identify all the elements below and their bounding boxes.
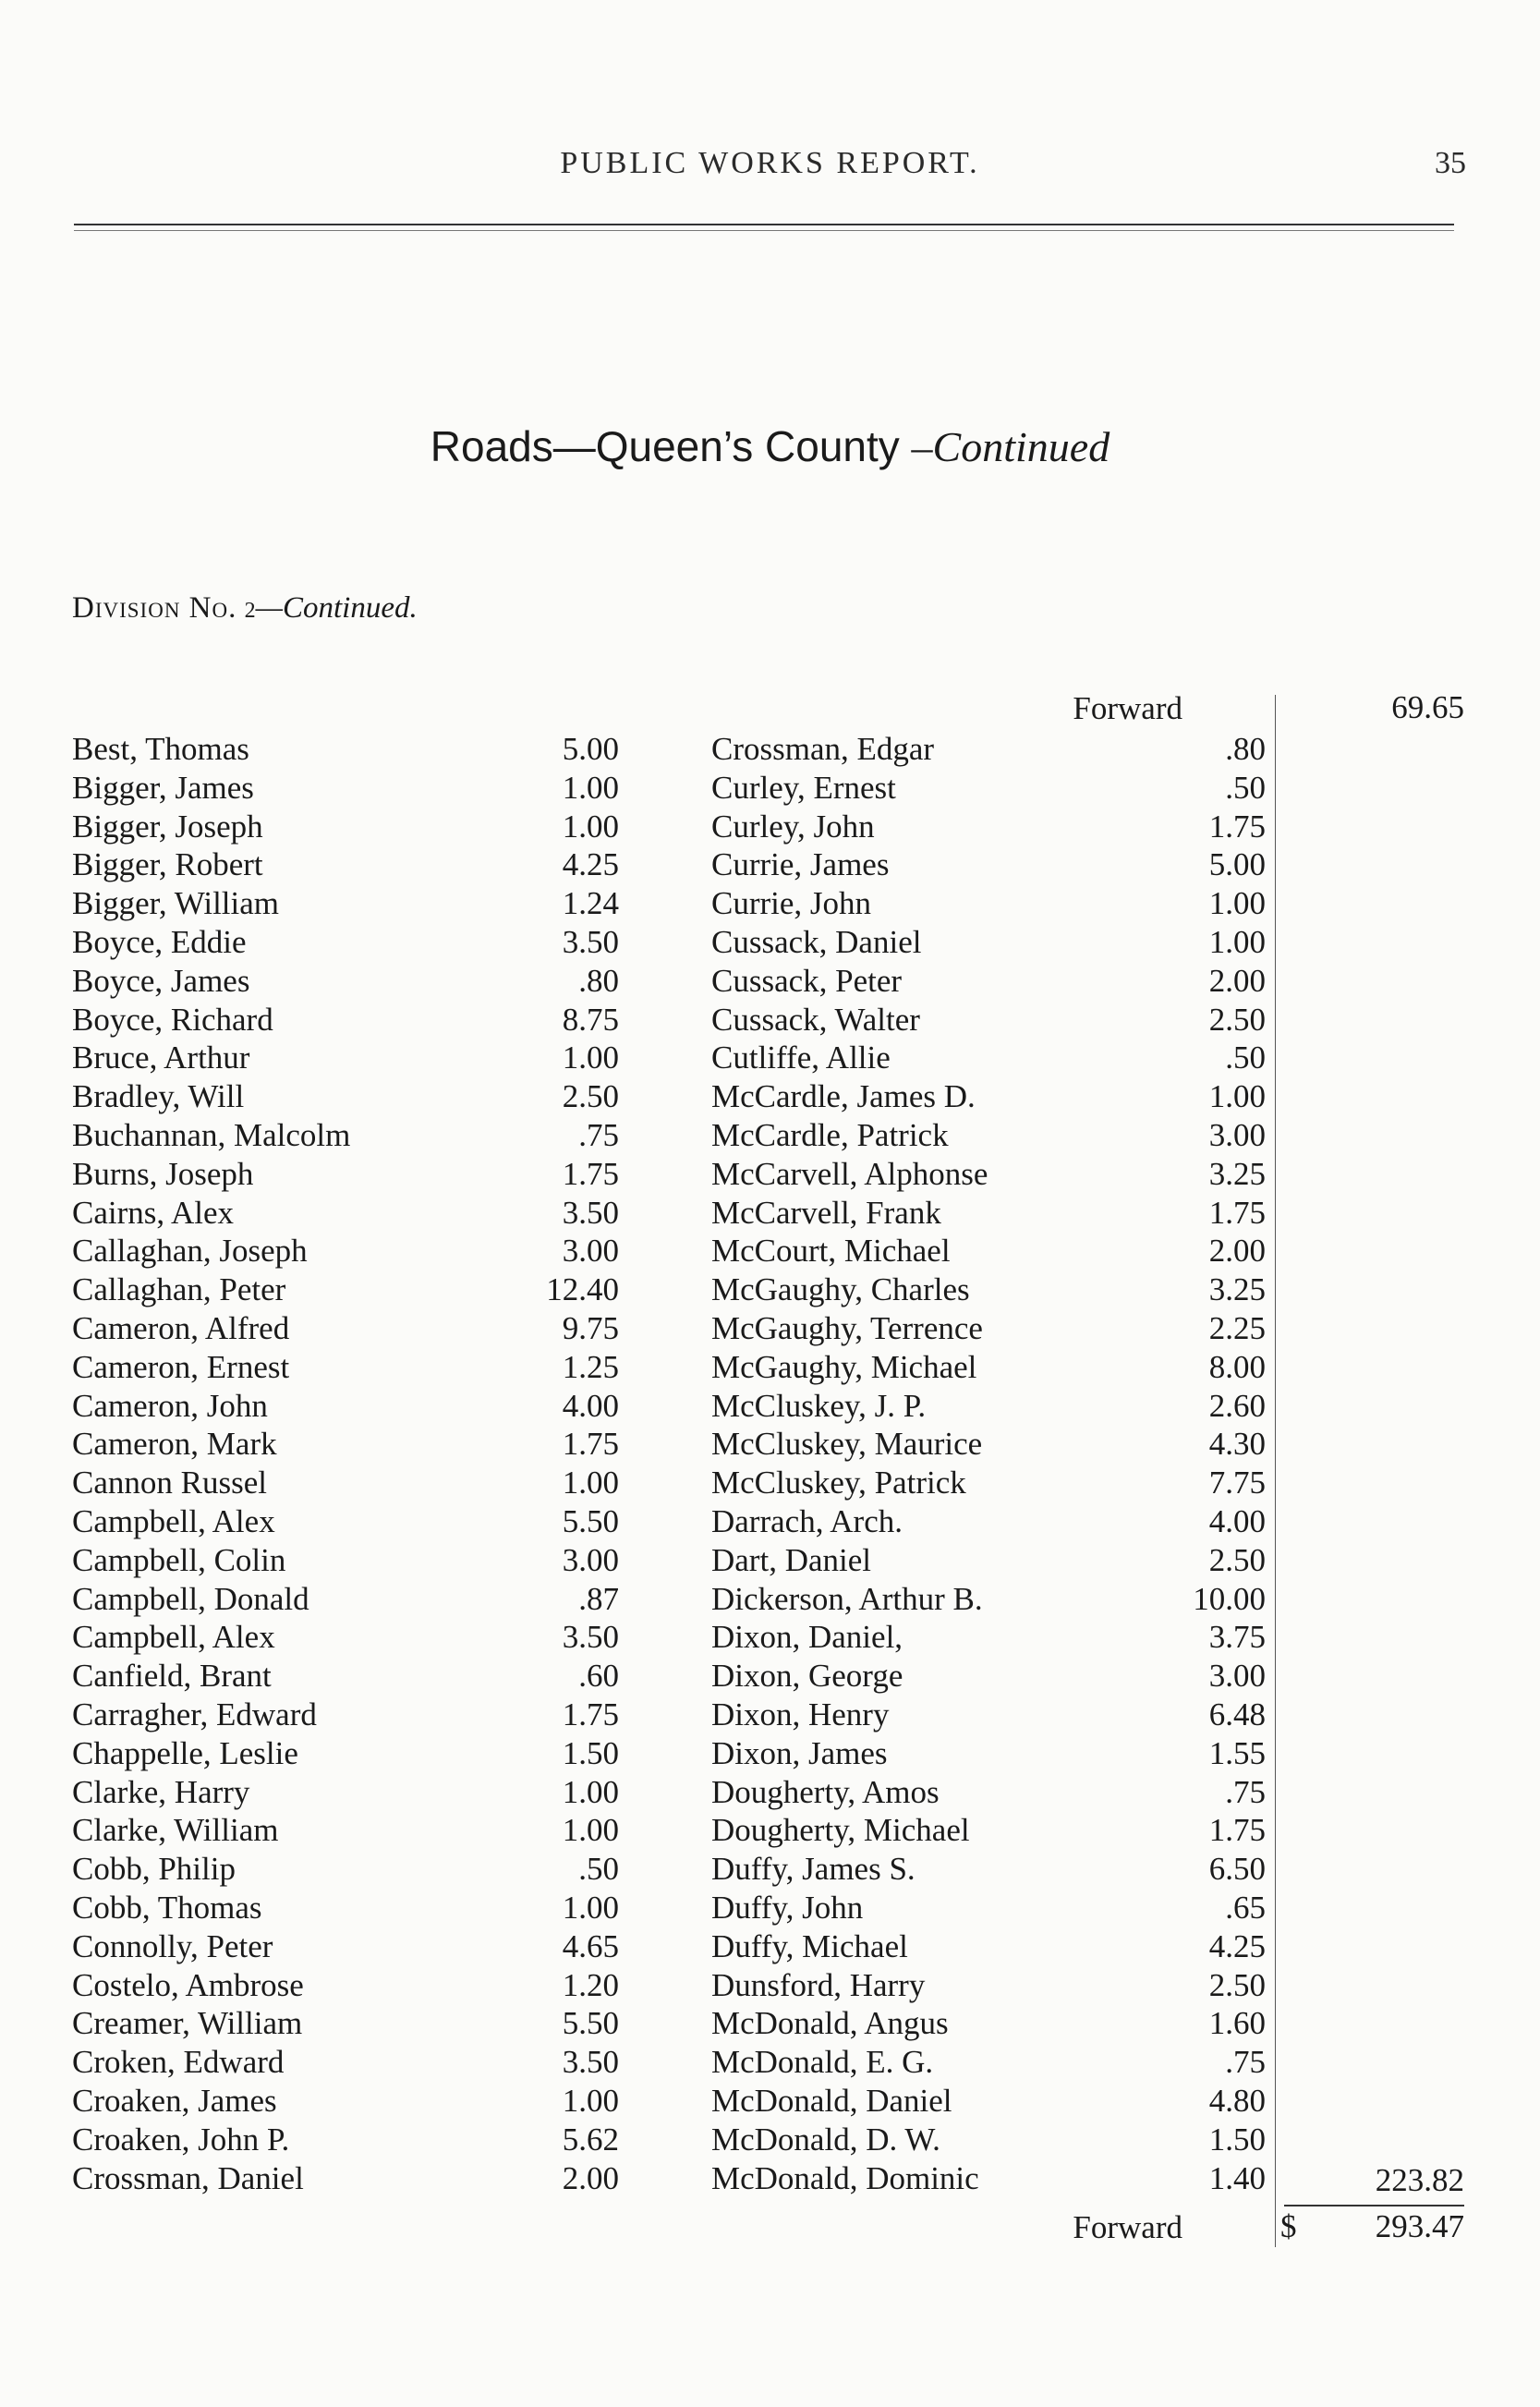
right-entry-amount: 1.50 [1208, 2121, 1266, 2158]
right-entry-name: McCarvell, Frank [711, 1195, 941, 1231]
section-title [0, 421, 1540, 471]
left-entry-name: Bigger, Robert [72, 846, 263, 882]
left-entry-name: Campbell, Alex [72, 1503, 275, 1539]
column-divider [1275, 695, 1276, 2247]
left-entry-name: Clarke, William [72, 1812, 279, 1848]
left-entry-amount: .75 [578, 1117, 619, 1153]
right-entry-name: Dixon, James [711, 1735, 888, 1771]
left-entry-amount: 1.00 [562, 808, 619, 845]
left-entry-amount: .87 [578, 1581, 619, 1617]
left-entry-amount: 5.50 [562, 2005, 619, 2041]
left-entry-name: Cameron, Ernest [72, 1349, 290, 1385]
left-entry-amount: 5.62 [562, 2121, 619, 2158]
left-entry-amount: 1.00 [562, 1465, 619, 1501]
left-entry-name: Callaghan, Joseph [72, 1233, 308, 1269]
left-entry-name: Canfield, Brant [72, 1658, 272, 1694]
right-entry-name: McCardle, Patrick [711, 1117, 949, 1153]
left-entry-name: Cameron, Mark [72, 1426, 277, 1462]
right-entry-amount: 1.00 [1208, 924, 1266, 960]
right-entry-amount: 1.75 [1208, 1195, 1266, 1231]
left-entry-name: Chappelle, Leslie [72, 1735, 298, 1771]
right-entry-name: McCluskey, Maurice [711, 1426, 983, 1462]
right-entry-amount: 4.25 [1208, 1928, 1266, 1964]
right-entry-name: Cussack, Walter [711, 1002, 920, 1038]
right-entry-name: McCluskey, Patrick [711, 1465, 966, 1501]
left-entry-name: Bigger, William [72, 885, 280, 921]
left-entry-name: Croaken, John P. [72, 2121, 290, 2158]
right-entry-name: Currie, John [711, 885, 872, 921]
left-entry-name: Costelo, Ambrose [72, 1967, 304, 2003]
right-entry-amount: 8.00 [1208, 1349, 1266, 1385]
left-entry-amount: 1.00 [562, 1812, 619, 1848]
left-entry-amount: 3.50 [562, 2044, 619, 2080]
currency-symbol: $ [1280, 2208, 1297, 2244]
left-entry-name: Cairns, Alex [72, 1195, 234, 1231]
page-number: 35 [1435, 146, 1466, 180]
left-entry-name: Cobb, Philip [72, 1851, 236, 1887]
left-entry-amount: 1.24 [562, 885, 619, 921]
right-entry-name: Crossman, Edgar [711, 731, 935, 767]
right-entry-name: Dixon, Henry [711, 1696, 890, 1732]
left-entry-amount: .60 [578, 1658, 619, 1694]
right-entry-amount: 3.25 [1208, 1156, 1266, 1192]
left-entry-amount: .50 [578, 1851, 619, 1887]
right-entry-amount: .80 [1225, 731, 1266, 767]
right-entry-amount: 2.25 [1208, 1310, 1266, 1346]
left-entry-name: Cameron, John [72, 1388, 268, 1424]
left-entry-amount: 3.00 [562, 1542, 619, 1578]
left-entry-amount: 9.75 [562, 1310, 619, 1346]
left-entry-amount: 4.25 [562, 846, 619, 882]
right-entry-amount: 1.75 [1208, 1812, 1266, 1848]
left-entry-name: Boyce, Richard [72, 1002, 273, 1038]
right-entry-amount: 10.00 [1193, 1581, 1266, 1617]
right-entry-amount: 2.60 [1208, 1388, 1266, 1424]
right-entry-amount: 5.00 [1208, 846, 1266, 882]
right-entry-amount: 1.00 [1208, 1078, 1266, 1114]
right-entry-amount: 3.75 [1208, 1619, 1266, 1655]
division-label: Division No. [72, 591, 237, 625]
left-entry-amount: 1.75 [562, 1156, 619, 1192]
left-entry-name: Clarke, Harry [72, 1774, 250, 1810]
division-continued: —Continued. [255, 591, 418, 625]
right-entry-name: McCardle, James D. [711, 1078, 976, 1114]
left-entry-amount: 3.50 [562, 924, 619, 960]
left-entry-amount: 4.00 [562, 1388, 619, 1424]
left-entry-amount: 1.00 [562, 1890, 619, 1926]
left-entry-name: Callaghan, Peter [72, 1271, 286, 1307]
right-entry-name: Curley, Ernest [711, 770, 896, 806]
right-entry-amount: 6.50 [1208, 1851, 1266, 1887]
left-entry-name: Boyce, James [72, 963, 250, 999]
right-entry-amount: 6.48 [1208, 1696, 1266, 1732]
right-entry-amount: 4.30 [1208, 1426, 1266, 1462]
right-entry-name: Dixon, George [711, 1658, 903, 1694]
left-entry-amount: 1.50 [562, 1735, 619, 1771]
left-entry-amount: 3.00 [562, 1233, 619, 1269]
left-entry-name: Connolly, Peter [72, 1928, 273, 1964]
left-entry-amount: 1.75 [562, 1426, 619, 1462]
left-entry-name: Buchannan, Malcolm [72, 1117, 351, 1153]
left-entry-name: Cameron, Alfred [72, 1310, 290, 1346]
left-entry-name: Carragher, Edward [72, 1696, 317, 1732]
left-entry-name: Bigger, James [72, 770, 254, 806]
left-entry-name: Bruce, Arthur [72, 1039, 250, 1076]
right-entry-amount: 7.75 [1208, 1465, 1266, 1501]
right-entry-name: McGaughy, Terrence [711, 1310, 983, 1346]
right-entry-amount: .75 [1225, 2044, 1266, 2080]
right-entry-amount: .50 [1225, 1039, 1266, 1076]
right-entry-name: Cutliffe, Allie [711, 1039, 891, 1076]
right-entry-name: Curley, John [711, 808, 875, 845]
right-entry-amount: 3.25 [1208, 1271, 1266, 1307]
subtotal-rule [1284, 2205, 1464, 2206]
left-entry-name: Croken, Edward [72, 2044, 285, 2080]
left-entry-amount: 8.75 [562, 1002, 619, 1038]
left-entry-name: Boyce, Eddie [72, 924, 247, 960]
forward-amount-top: 69.65 [1391, 689, 1464, 725]
right-entry-amount: .65 [1225, 1890, 1266, 1926]
right-entry-name: McDonald, Angus [711, 2005, 949, 2041]
left-entry-name: Cobb, Thomas [72, 1890, 262, 1926]
right-entry-name: McCourt, Michael [711, 1233, 951, 1269]
left-entry-amount: 4.65 [562, 1928, 619, 1964]
left-entry-amount: 1.00 [562, 2083, 619, 2119]
left-entry-amount: 5.00 [562, 731, 619, 767]
right-entry-amount: .50 [1225, 770, 1266, 806]
right-entry-amount: 1.55 [1208, 1735, 1266, 1771]
left-entry-name: Campbell, Colin [72, 1542, 286, 1578]
right-entry-amount: 1.40 [1208, 2160, 1266, 2196]
left-entry-name: Croaken, James [72, 2083, 277, 2119]
right-entry-name: Dunsford, Harry [711, 1967, 926, 2003]
division-heading [72, 591, 418, 626]
left-entry-amount: 1.00 [562, 770, 619, 806]
right-entry-amount: 2.00 [1208, 1233, 1266, 1269]
section-title-continued: –Continued [911, 423, 1110, 470]
left-entry-amount: 1.75 [562, 1696, 619, 1732]
left-entry-amount: 12.40 [546, 1271, 619, 1307]
left-entry-amount: 3.50 [562, 1195, 619, 1231]
right-entry-name: Darrach, Arch. [711, 1503, 903, 1539]
left-entry-amount: 2.00 [562, 2160, 619, 2196]
right-entry-amount: 1.60 [1208, 2005, 1266, 2041]
right-entry-name: McDonald, D. W. [711, 2121, 940, 2158]
section-title-main: Roads—Queen’s County [430, 422, 900, 470]
left-entry-name: Campbell, Alex [72, 1619, 275, 1655]
left-entry-name: Bigger, Joseph [72, 808, 263, 845]
left-entry-amount: .80 [578, 963, 619, 999]
subtotal-amount: 223.82 [1375, 2162, 1464, 2198]
right-entry-amount: 1.00 [1208, 885, 1266, 921]
right-entry-name: McDonald, E. G. [711, 2044, 934, 2080]
right-entry-amount: 3.00 [1208, 1117, 1266, 1153]
right-entry-amount: 4.80 [1208, 2083, 1266, 2119]
forward-amount-bottom: 293.47 [1375, 2208, 1464, 2244]
right-entry-amount: 2.50 [1208, 1542, 1266, 1578]
right-entry-amount: 2.50 [1208, 1002, 1266, 1038]
right-entry-name: Currie, James [711, 846, 890, 882]
left-entry-amount: 3.50 [562, 1619, 619, 1655]
left-entry-name: Bradley, Will [72, 1078, 245, 1114]
forward-label-bottom: Forward [1073, 2209, 1182, 2245]
left-entry-name: Crossman, Daniel [72, 2160, 304, 2196]
left-entry-name: Campbell, Donald [72, 1581, 309, 1617]
right-entry-name: Duffy, John [711, 1890, 864, 1926]
header-rule-thin [74, 230, 1454, 231]
left-entry-amount: 5.50 [562, 1503, 619, 1539]
forward-label-top: Forward [1073, 690, 1182, 726]
left-entry-amount: 1.20 [562, 1967, 619, 2003]
header-rule [74, 224, 1454, 225]
right-entry-name: McDonald, Daniel [711, 2083, 952, 2119]
right-entry-name: Duffy, Michael [711, 1928, 908, 1964]
left-entry-amount: 1.00 [562, 1039, 619, 1076]
right-entry-amount: 3.00 [1208, 1658, 1266, 1694]
right-entry-name: McCarvell, Alphonse [711, 1156, 988, 1192]
right-entry-amount: .75 [1225, 1774, 1266, 1810]
right-entry-name: Duffy, James S. [711, 1851, 916, 1887]
division-number: 2 [244, 599, 256, 623]
left-entry-amount: 1.00 [562, 1774, 619, 1810]
right-entry-name: McDonald, Dominic [711, 2160, 979, 2196]
left-entry-name: Creamer, William [72, 2005, 303, 2041]
left-entry-amount: 2.50 [562, 1078, 619, 1114]
left-entry-name: Cannon Russel [72, 1465, 267, 1501]
right-entry-name: Dougherty, Michael [711, 1812, 970, 1848]
right-entry-name: McCluskey, J. P. [711, 1388, 927, 1424]
running-head: PUBLIC WORKS REPORT. [560, 146, 980, 180]
right-entry-name: McGaughy, Michael [711, 1349, 977, 1385]
right-entry-name: Dart, Daniel [711, 1542, 871, 1578]
right-entry-amount: 2.50 [1208, 1967, 1266, 2003]
right-entry-amount: 1.75 [1208, 808, 1266, 845]
right-entry-name: Cussack, Daniel [711, 924, 922, 960]
right-entry-name: Dixon, Daniel, [711, 1619, 903, 1655]
right-entry-amount: 2.00 [1208, 963, 1266, 999]
left-entry-name: Best, Thomas [72, 731, 249, 767]
right-entry-name: McGaughy, Charles [711, 1271, 970, 1307]
left-entry-name: Burns, Joseph [72, 1156, 254, 1192]
left-entry-amount: 1.25 [562, 1349, 619, 1385]
right-entry-amount: 4.00 [1208, 1503, 1266, 1539]
right-entry-name: Dickerson, Arthur B. [711, 1581, 983, 1617]
right-entry-name: Dougherty, Amos [711, 1774, 940, 1810]
right-entry-name: Cussack, Peter [711, 963, 903, 999]
